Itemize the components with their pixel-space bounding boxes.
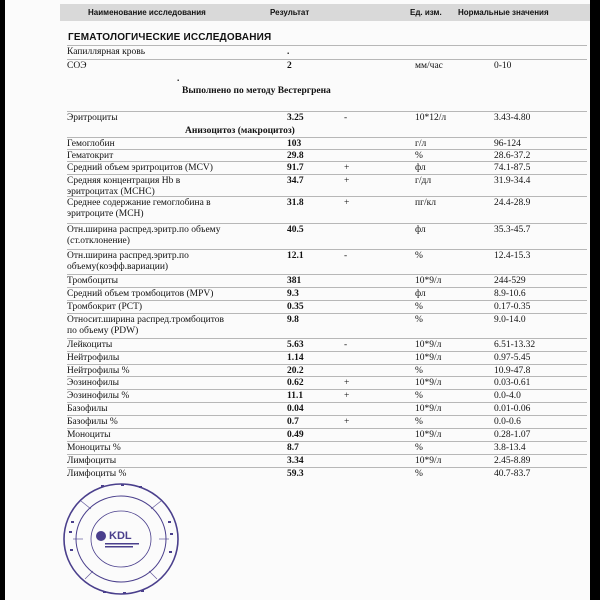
unit: 10*9/л <box>415 430 442 440</box>
normal-range: 35.3-45.7 <box>494 225 531 235</box>
normal-range: 0.01-0.06 <box>494 404 531 414</box>
row-divider <box>67 428 587 429</box>
test-name: Средний объем эритроцитов (MCV) <box>67 163 213 173</box>
test-name: Нейтрофилы % <box>67 366 130 376</box>
row-divider <box>67 441 587 442</box>
unit: % <box>415 417 423 427</box>
unit: фл <box>415 225 426 235</box>
unit: 10*9/л <box>415 378 442 388</box>
unit: 10*12/л <box>415 113 447 123</box>
test-name: Эозинофилы % <box>67 391 130 401</box>
test-name: Базофилы % <box>67 417 118 427</box>
normal-range: 3.8-13.4 <box>494 443 526 453</box>
normal-range: 0.17-0.35 <box>494 302 531 312</box>
result-value: 0.04 <box>287 404 304 414</box>
normal-range: 28.6-37.2 <box>494 151 531 161</box>
header-result: Результат <box>270 8 310 17</box>
result-value: 3.34 <box>287 456 304 466</box>
unit: 10*9/л <box>415 353 442 363</box>
test-name: Эритроциты <box>67 113 118 123</box>
unit: пг/кл <box>415 198 436 208</box>
test-name: Отн.ширина распред.эритр.по объему <box>67 225 221 235</box>
result-value: 103 <box>287 139 302 149</box>
section-title: ГЕМАТОЛОГИЧЕСКИЕ ИССЛЕДОВАНИЯ <box>68 32 272 43</box>
row-divider <box>67 454 587 455</box>
unit: г/л <box>415 139 427 149</box>
test-name: Относит.ширина распред.тромбоцитов <box>67 315 225 325</box>
normal-range: 96-124 <box>494 139 521 149</box>
normal-range: 2.45-8.89 <box>494 456 531 466</box>
test-name: СОЭ <box>67 61 87 71</box>
row-divider <box>67 274 587 275</box>
test-name: Эозинофилы <box>67 378 120 388</box>
test-name: Тромбокрит (PCT) <box>67 302 143 312</box>
test-name: Тромбоциты <box>67 276 119 286</box>
result-value: 0.35 <box>287 302 304 312</box>
normal-range: 0.28-1.07 <box>494 430 531 440</box>
normal-range: 24.4-28.9 <box>494 198 531 208</box>
normal-range: 10.9-47.8 <box>494 366 531 376</box>
result-flag: + <box>344 163 350 173</box>
result-flag: - <box>344 340 348 350</box>
row-divider <box>67 364 587 365</box>
unit: фл <box>415 289 426 299</box>
result-value: 40.5 <box>287 225 304 235</box>
result-value: 20.2 <box>287 366 304 376</box>
test-name: Средний объем тромбоцитов (MPV) <box>67 289 214 299</box>
header-test-name: Наименование исследования <box>88 8 206 17</box>
row-divider <box>67 313 587 314</box>
unit: % <box>415 443 423 453</box>
row-divider <box>67 249 587 250</box>
method-note: . <box>177 74 180 84</box>
laboratory-stamp <box>61 481 181 597</box>
row-divider <box>67 402 587 403</box>
result-value: 9.3 <box>287 289 299 299</box>
method-note: Выполнено по методу Вестергрена <box>182 86 331 96</box>
test-name: Гемоглобин <box>67 139 115 149</box>
row-divider <box>67 174 587 175</box>
test-name: Среднее содержание гемоглобина в <box>67 198 211 208</box>
result-value: 381 <box>287 276 302 286</box>
test-name: Моноциты <box>67 430 111 440</box>
result-value: 34.7 <box>287 176 304 186</box>
result-flag: + <box>344 391 350 401</box>
normal-range: 0.0-0.6 <box>494 417 521 427</box>
result-value: 11.1 <box>287 391 304 401</box>
unit: % <box>415 151 423 161</box>
unit: % <box>415 366 423 376</box>
result-flag: - <box>344 113 348 123</box>
row-divider <box>67 300 587 301</box>
result-value: 31.8 <box>287 198 304 208</box>
test-name: Капиллярная кровь <box>67 47 146 57</box>
unit: фл <box>415 163 426 173</box>
unit: 10*9/л <box>415 404 442 414</box>
test-name-cont: по объему (PDW) <box>67 326 139 336</box>
result-value: 59.3 <box>287 469 304 479</box>
row-divider <box>67 161 587 162</box>
result-value: 29.8 <box>287 151 304 161</box>
row-divider <box>67 376 587 377</box>
row-divider <box>67 415 587 416</box>
unit: % <box>415 391 423 401</box>
normal-range: 0.97-5.45 <box>494 353 531 363</box>
lab-report-page <box>5 0 590 600</box>
result-value: 5.63 <box>287 340 304 350</box>
result-value: 0.62 <box>287 378 304 388</box>
result-value: 2 <box>287 61 292 71</box>
test-name: Лейкоциты <box>67 340 113 350</box>
result-value: 12.1 <box>287 251 304 261</box>
test-name-cont: эритроцитах (MCHC) <box>67 187 155 197</box>
normal-range: 6.51-13.32 <box>494 340 536 350</box>
test-name: Моноциты % <box>67 443 121 453</box>
test-name: Лимфоциты % <box>67 469 127 479</box>
row-divider <box>67 196 587 197</box>
result-flag: + <box>344 176 350 186</box>
result-flag: - <box>344 251 348 261</box>
row-divider <box>67 287 587 288</box>
result-value: 0.7 <box>287 417 299 427</box>
result-value: 91.7 <box>287 163 304 173</box>
unit: г/дл <box>415 176 432 186</box>
normal-range: 0.0-4.0 <box>494 391 521 401</box>
result-flag: + <box>344 378 350 388</box>
normal-range: 244-529 <box>494 276 526 286</box>
test-name: Отн.ширина распред.эритр.по <box>67 251 189 261</box>
row-divider <box>67 149 587 150</box>
normal-range: 0-10 <box>494 61 512 71</box>
row-divider <box>67 351 587 352</box>
test-name: Средняя концентрация Hb в <box>67 176 181 186</box>
test-name-cont: объему(коэфф.вариации) <box>67 262 169 272</box>
normal-range: 0.03-0.61 <box>494 378 531 388</box>
unit: 10*9/л <box>415 276 442 286</box>
row-divider <box>67 111 587 112</box>
unit: 10*9/л <box>415 340 442 350</box>
header-norm: Нормальные значения <box>458 8 549 17</box>
table-header <box>60 4 590 21</box>
unit: мм/час <box>415 61 443 71</box>
row-divider <box>67 467 587 468</box>
svg-text:KDL: KDL <box>109 530 132 542</box>
row-divider <box>67 45 587 46</box>
result-flag: + <box>344 198 350 208</box>
test-name-cont: эритроците (MCH) <box>67 209 144 219</box>
method-note: Анизоцитоз (макроцитоз) <box>185 126 295 136</box>
normal-range: 9.0-14.0 <box>494 315 526 325</box>
result-value: 8.7 <box>287 443 299 453</box>
result-value: . <box>287 47 290 57</box>
normal-range: 74.1-87.5 <box>494 163 531 173</box>
result-value: 1.14 <box>287 353 304 363</box>
row-divider <box>67 338 587 339</box>
unit: % <box>415 469 423 479</box>
test-name: Лимфоциты <box>67 456 117 466</box>
normal-range: 8.9-10.6 <box>494 289 526 299</box>
row-divider <box>67 137 587 138</box>
unit: % <box>415 315 423 325</box>
unit: 10*9/л <box>415 456 442 466</box>
normal-range: 3.43-4.80 <box>494 113 531 123</box>
row-divider <box>67 223 587 224</box>
normal-range: 12.4-15.3 <box>494 251 531 261</box>
result-value: 9.8 <box>287 315 299 325</box>
row-divider <box>67 59 587 60</box>
normal-range: 40.7-83.7 <box>494 469 531 479</box>
result-value: 3.25 <box>287 113 304 123</box>
result-value: 0.49 <box>287 430 304 440</box>
unit: % <box>415 302 423 312</box>
test-name: Гематокрит <box>67 151 114 161</box>
header-unit: Ед. изм. <box>410 8 442 17</box>
test-name: Нейтрофилы <box>67 353 120 363</box>
test-name: Базофилы <box>67 404 108 414</box>
normal-range: 31.9-34.4 <box>494 176 531 186</box>
result-flag: + <box>344 417 350 427</box>
test-name-cont: (ст.отклонение) <box>67 236 130 246</box>
unit: % <box>415 251 423 261</box>
row-divider <box>67 389 587 390</box>
